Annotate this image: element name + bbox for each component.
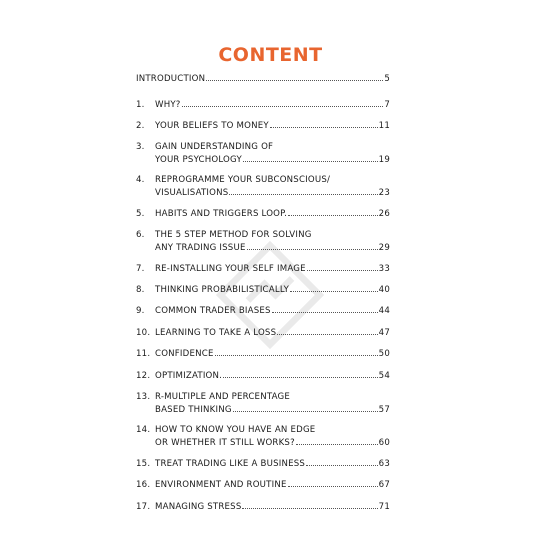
toc-page-number: 33 <box>378 264 390 274</box>
toc-entry-number: 4. <box>136 175 145 185</box>
dot-leader <box>229 193 377 195</box>
dot-leader <box>182 105 384 107</box>
toc-entry-title: THINKING PROBABILISTICALLY <box>155 285 290 295</box>
toc-entry-title: HABITS AND TRIGGERS LOOP. <box>155 209 288 219</box>
toc-entry-number: 15. <box>136 459 151 469</box>
dot-leader <box>215 354 378 356</box>
toc-entry-title: VISUALISATIONS <box>155 188 229 198</box>
dot-leader <box>223 376 378 378</box>
toc-page-number: 40 <box>378 285 390 295</box>
dot-leader <box>270 126 378 128</box>
toc-entry-number: 5. <box>136 209 145 219</box>
dot-leader <box>247 248 378 250</box>
toc-entry-number: 3. <box>136 142 145 152</box>
dot-leader <box>290 290 378 292</box>
toc-entry-title: COMMON TRADER BIASES <box>155 306 271 316</box>
toc-page-number: 44 <box>378 306 390 316</box>
dot-leader <box>272 311 378 313</box>
toc-entry-number: 2. <box>136 121 145 131</box>
toc-entry-title: TREAT TRADING LIKE A BUSINESS <box>155 459 306 469</box>
toc-entry-title-line1: HOW TO KNOW YOU HAVE AN EDGE <box>155 425 316 435</box>
toc-page-number: 47 <box>378 328 390 338</box>
toc-page-number: 19 <box>378 155 390 165</box>
toc-entry-title-line1: THE 5 STEP METHOD FOR SOLVING <box>155 230 312 240</box>
toc-entry-number: 14. <box>136 425 151 435</box>
toc-entry-number: 10. <box>136 328 151 338</box>
toc-entry-title-line1: REPROGRAMME YOUR SUBCONSCIOUS/ <box>155 175 331 185</box>
toc-page-number: 50 <box>378 349 390 359</box>
toc-page-number: 23 <box>378 188 390 198</box>
toc-entry-title: OPTIMIZATION. <box>155 371 223 381</box>
toc-entry-title: OR WHETHER IT STILL WORKS? <box>155 438 295 448</box>
dot-leader <box>296 443 378 445</box>
page-title: CONTENT <box>218 44 323 66</box>
dot-leader <box>243 160 378 162</box>
toc-page-number: 67 <box>378 480 390 490</box>
toc-entry-number: 12. <box>136 371 151 381</box>
toc-entry-number: 1. <box>136 100 145 110</box>
toc-entry-title: ENVIRONMENT AND ROUTINE <box>155 480 287 490</box>
toc-page-number: 7 <box>384 100 390 110</box>
toc-page-number: 11 <box>378 121 390 131</box>
toc-entry-title-line1: GAIN UNDERSTANDING OF <box>155 142 274 152</box>
dot-leader <box>288 485 378 487</box>
toc-page-number: 71 <box>378 502 390 512</box>
toc-entry-number: 16. <box>136 480 151 490</box>
toc-page-number: 63 <box>378 459 390 469</box>
toc-page-number: 54 <box>378 371 390 381</box>
toc-entry-number: 8. <box>136 285 145 295</box>
dot-leader <box>242 507 377 509</box>
dot-leader <box>233 410 378 412</box>
toc-entry-title: LEARNING TO TAKE A LOSS <box>155 328 277 338</box>
toc-entry-title: YOUR PSYCHOLOGY <box>155 155 242 165</box>
dot-leader <box>277 333 377 335</box>
toc-entry-number: 11. <box>136 349 151 359</box>
toc-page-number: 5 <box>384 74 390 84</box>
toc-entry-title: CONFIDENCE <box>155 349 214 359</box>
toc-entry-title: WHY? <box>155 100 181 110</box>
toc-entry-number: 9. <box>136 306 145 316</box>
toc-entry-title: ANY TRADING ISSUE <box>155 243 246 253</box>
toc-entry-title: RE-INSTALLING YOUR SELF IMAGE <box>155 264 306 274</box>
toc-entry-title: MANAGING STRESS <box>155 502 242 512</box>
toc-entry-title: INTRODUCTION <box>136 74 206 84</box>
toc-page-number: 60 <box>378 438 390 448</box>
toc-entry-number: 17. <box>136 502 151 512</box>
dot-leader <box>307 269 378 271</box>
dot-leader <box>306 464 378 466</box>
toc-entry-title-line1: R-MULTIPLE AND PERCENTAGE <box>155 392 291 402</box>
toc-page-number: 26 <box>378 209 390 219</box>
toc-entry-title: BASED THINKING <box>155 405 232 415</box>
toc-page-number: 57 <box>378 405 390 415</box>
toc-entry-number: 7. <box>136 264 145 274</box>
dot-leader <box>206 79 383 81</box>
toc-page-number: 29 <box>378 243 390 253</box>
dot-leader <box>288 214 378 216</box>
toc-entry-number: 6. <box>136 230 145 240</box>
toc-entry-number: 13. <box>136 392 151 402</box>
toc-entry-title: YOUR BELIEFS TO MONEY <box>155 121 269 131</box>
